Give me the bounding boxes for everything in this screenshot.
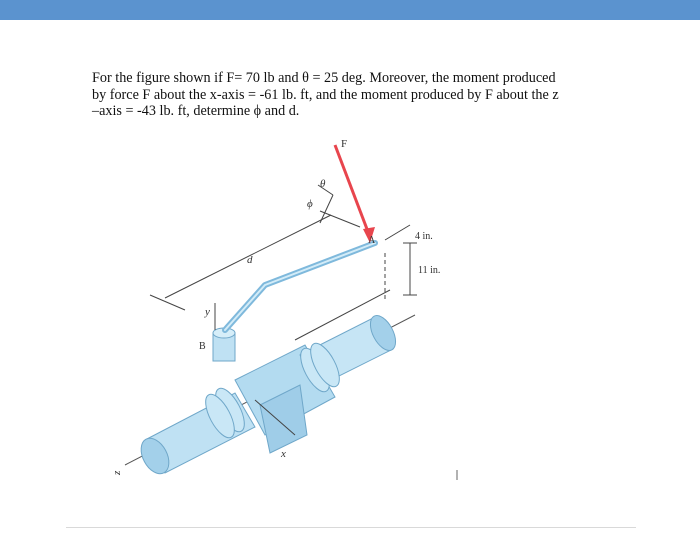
dimension-d-ext-right bbox=[320, 211, 360, 227]
dim-4in-label: 4 in. bbox=[415, 231, 433, 242]
bottom-divider bbox=[66, 527, 636, 528]
point-b-label: B bbox=[199, 341, 206, 352]
z-axis-label: z bbox=[111, 470, 123, 475]
dimension-d-label: d bbox=[247, 254, 253, 266]
point-a-label: A bbox=[368, 235, 376, 246]
phi-label: ϕ bbox=[307, 198, 313, 210]
problem-statement bbox=[92, 70, 637, 120]
phi-ref-line bbox=[320, 195, 333, 223]
dim-11in-label: 11 in. bbox=[418, 265, 441, 276]
pipe-assembly bbox=[125, 312, 415, 479]
problem-line-3: –axis = -43 lb. ft, determine ϕ and d. bbox=[92, 103, 300, 119]
x-axis-label: x bbox=[281, 448, 286, 460]
y-axis-label: y bbox=[205, 306, 210, 318]
problem-line-2: by force F about the x-axis = -61 lb. ft, and the moment produced by F about the z bbox=[92, 86, 559, 103]
dim-4in-line bbox=[385, 225, 410, 240]
force-arrow-shaft bbox=[335, 145, 370, 237]
problem-line-1: For the figure shown if F= 70 lb and θ = 25 deg. Moreover, the moment produced bbox=[92, 70, 556, 86]
header-bar bbox=[0, 0, 700, 20]
theta-label: θ bbox=[320, 178, 326, 190]
force-label: F bbox=[341, 138, 348, 150]
valve-figure bbox=[85, 135, 505, 490]
